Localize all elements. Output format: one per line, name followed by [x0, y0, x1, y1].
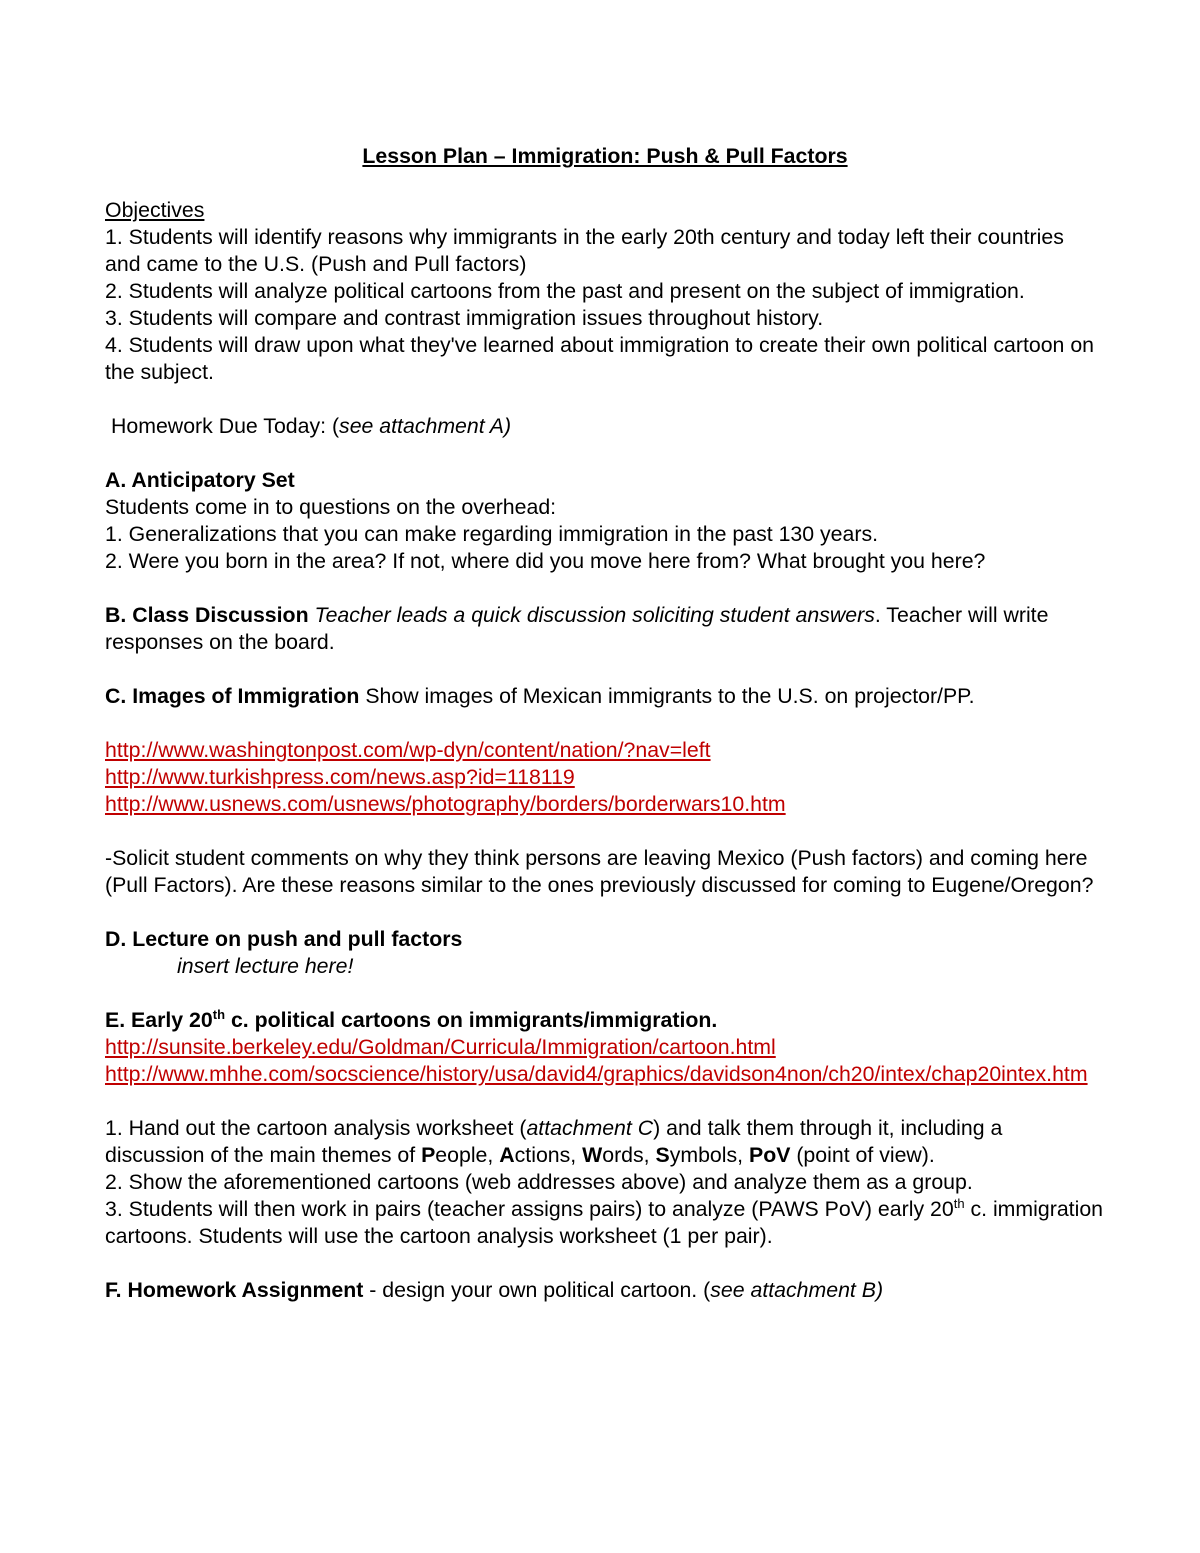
section-a-item: 1. Generalizations that you can make regarding immigration in the past 130 years.	[105, 522, 879, 546]
section-c-heading: C. Images of Immigration	[105, 684, 360, 708]
page-title: Lesson Plan – Immigration: Push & Pull Factors	[362, 144, 848, 168]
section-f-text: - design your own political cartoon. (	[363, 1278, 711, 1302]
objective-item: 4. Students will draw upon what they've learned about immigration to create their own political cartoon on the subject.	[105, 333, 1095, 384]
section-f-attachment: see attachment B)	[710, 1278, 884, 1302]
section-f	[105, 1277, 1105, 1304]
homework-due-text: Homework Due Today: (	[111, 414, 340, 438]
section-e-heading-post: c. political cartoons on immigrants/immigration.	[225, 1008, 718, 1032]
objectives-heading: Objectives	[105, 198, 205, 222]
section-b-italic: Teacher leads a quick discussion soliciting student answers	[314, 603, 875, 627]
objective-item: 3. Students will compare and contrast immigration issues throughout history.	[105, 306, 824, 330]
section-f-heading: F. Homework Assignment	[105, 1278, 364, 1302]
objective-item: 1. Students will identify reasons why immigrants in the early 20th century and today left their countries and came to the U.S. (Push and Pull factors)	[105, 225, 1064, 276]
section-e-step-1: 1. Hand out the cartoon analysis worksheet (attachment C) and talk them through it, including a discussion of the main themes of People, Actions, Words, Symbols, PoV (point of view).	[105, 1116, 1003, 1167]
berkeley-cartoon-link[interactable]: http://sunsite.berkeley.edu/Goldman/Curricula/Immigration/cartoon.html	[105, 1035, 776, 1059]
section-c	[105, 683, 1105, 899]
objectives-section	[105, 197, 1105, 386]
section-d-note: insert lecture here!	[177, 954, 354, 978]
section-e-heading-pre: E. Early 20	[105, 1008, 213, 1032]
section-b-text: . Teacher will write responses on the board.	[105, 603, 1049, 654]
section-d	[105, 926, 1105, 980]
section-b-heading: B. Class Discussion	[105, 603, 309, 627]
section-c-comment: -Solicit student comments on why they think persons are leaving Mexico (Push factors) and coming here (Pull Factors). Are these reasons similar to the ones previously discussed for coming to Eugene/Oregon?	[105, 846, 1094, 897]
section-e-step-2: 2. Show the aforementioned cartoons (web addresses above) and analyze them as a group.	[105, 1170, 973, 1194]
homework-due-attachment: see attachment A)	[339, 414, 512, 438]
turkishpress-link[interactable]: http://www.turkishpress.com/news.asp?id=118119	[105, 765, 575, 789]
section-e-heading-sup: th	[212, 1006, 226, 1022]
usnews-link[interactable]: http://www.usnews.com/usnews/photography/borders/borderwars10.htm	[105, 792, 786, 816]
section-a-item: 2. Were you born in the area? If not, where did you move here from? What brought you here?	[105, 549, 986, 573]
section-e	[105, 1007, 1105, 1250]
mhhe-cartoon-link[interactable]: http://www.mhhe.com/socscience/history/usa/david4/graphics/davidson4non/ch20/intex/chap20intex.htm	[105, 1062, 1088, 1086]
section-b	[105, 602, 1105, 656]
washingtonpost-link[interactable]: http://www.washingtonpost.com/wp-dyn/content/nation/?nav=left	[105, 738, 711, 762]
section-a-intro: Students come in to questions on the overhead:	[105, 495, 557, 519]
homework-due	[105, 413, 1105, 440]
section-a-heading: A. Anticipatory Set	[105, 468, 295, 492]
section-c-text: Show images of Mexican immigrants to the U.S. on projector/PP.	[359, 684, 975, 708]
section-e-heading	[105, 1007, 1105, 1034]
section-d-heading: D. Lecture on push and pull factors	[105, 927, 463, 951]
section-e-step-3: 3. Students will then work in pairs (teacher assigns pairs) to analyze (PAWS PoV) early 20th c. immigration cartoons. Students will use the cartoon analysis worksheet (1 per pair).	[105, 1195, 1104, 1248]
section-a	[105, 467, 1105, 575]
objective-item: 2. Students will analyze political cartoons from the past and present on the subject of immigration.	[105, 279, 1025, 303]
